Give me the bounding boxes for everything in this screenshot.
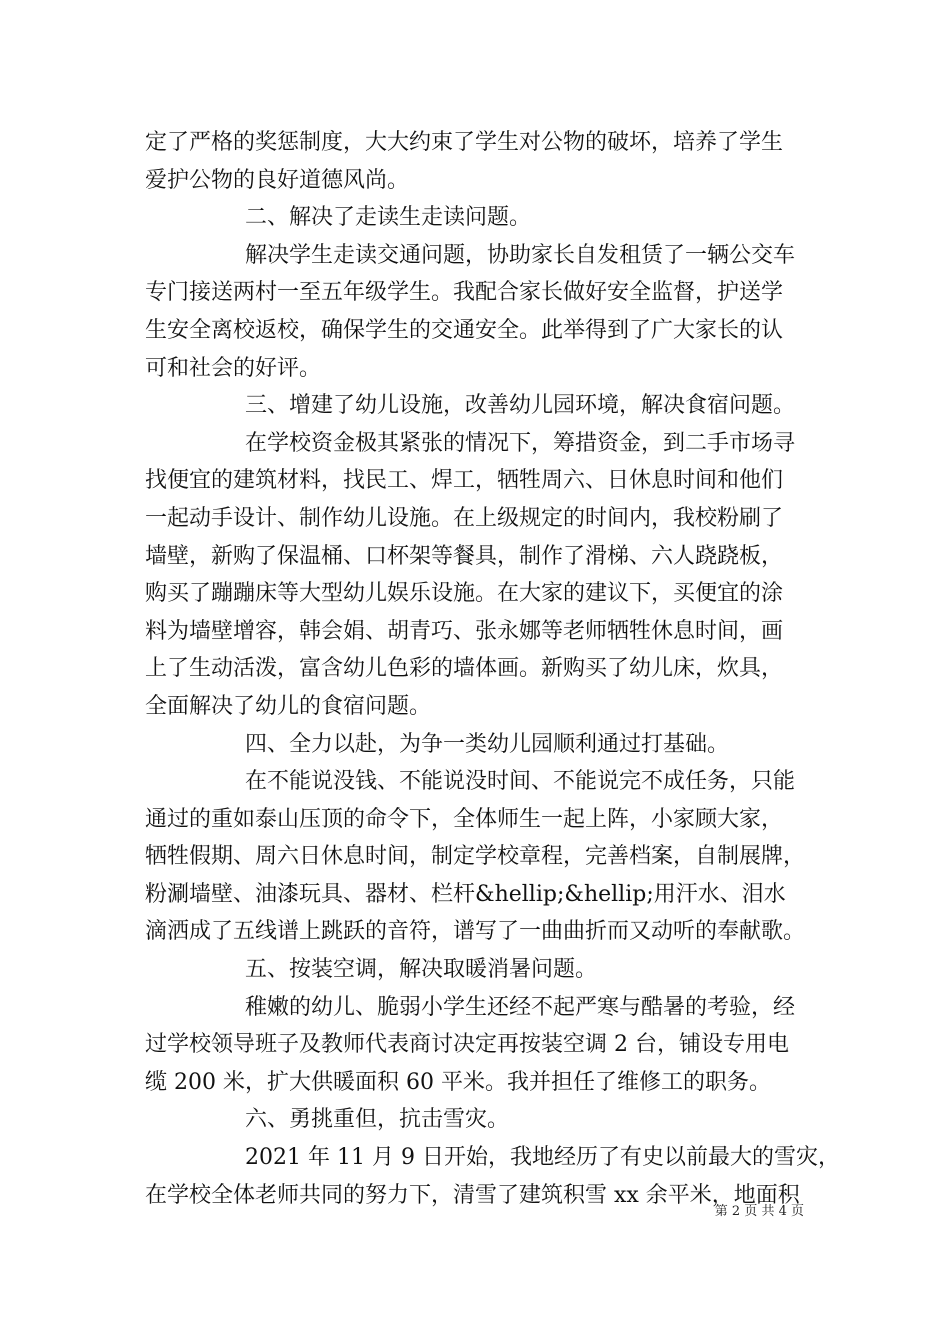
text-line: 上了生动活泼，富含幼儿色彩的墙体画。新购买了幼儿床，炊具， xyxy=(145,656,784,682)
text-line: 爱护公物的良好道德风尚。 xyxy=(145,167,410,193)
text-line: 找便宜的建筑材料，找民工、焊工，牺牲周六、日休息时间和他们 xyxy=(145,468,784,494)
section-heading: 四、全力以赴，为争一类幼儿园顺利通过打基础。 xyxy=(245,731,730,757)
text-line: 过学校领导班子及教师代表商讨决定再按装空调 2 台，铺设专用电 xyxy=(145,1032,789,1058)
text-line: 稚嫩的幼儿、脆弱小学生还经不起严寒与酷暑的考验，经 xyxy=(245,994,796,1020)
text-line: 可和社会的好评。 xyxy=(145,355,322,381)
text-line: 在不能说没钱、不能说没时间、不能说完不成任务，只能 xyxy=(245,769,796,795)
document-body xyxy=(145,124,840,1214)
text-line: 墙壁，新购了保温桶、口杯架等餐具，制作了滑梯、六人跷跷板， xyxy=(145,543,784,569)
text-line: 2021 年 11 月 9 日开始，我地经历了有史以前最大的雪灾， xyxy=(245,1145,840,1171)
page-number: 第 2 页 共 4 页 xyxy=(714,1204,804,1219)
text-line: 料为墙壁增容，韩会娟、胡青巧、张永娜等老师牺牲休息时间，画 xyxy=(145,618,784,644)
text-line: 粉涮墙壁、油漆玩具、器材、栏杆&hellip;&hellip;用汗水、泪水 xyxy=(145,881,786,907)
section-heading: 二、解决了走读生走读问题。 xyxy=(245,205,532,231)
section-heading: 六、勇挑重但，抗击雪灾。 xyxy=(245,1107,510,1133)
text-line: 定了严格的奖惩制度，大大约束了学生对公物的破坏，培养了学生 xyxy=(145,130,784,155)
text-line: 在学校资金极其紧张的情况下，筹措资金，到二手市场寻 xyxy=(245,430,796,456)
section-heading: 三、增建了幼儿设施，改善幼儿园环境，解决食宿问题。 xyxy=(245,393,796,419)
text-line: 全面解决了幼儿的食宿问题。 xyxy=(145,693,432,719)
text-line: 在学校全体老师共同的努力下，清雪了建筑积雪 xx 余平米，地面积 xyxy=(145,1182,800,1208)
section-heading: 五、按装空调，解决取暖消暑问题。 xyxy=(245,957,598,983)
text-line: 专门接送两村一至五年级学生。我配合家长做好安全监督，护送学 xyxy=(145,280,784,306)
text-line: 缆 200 米，扩大供暖面积 60 平米。我并担任了维修工的职务。 xyxy=(145,1069,771,1095)
text-line: 滴洒成了五线谱上跳跃的音符，谱写了一曲曲折而又动听的奉献歌。 xyxy=(145,919,806,945)
text-line: 一起动手设计、制作幼儿设施。在上级规定的时间内，我校粉刷了 xyxy=(145,505,784,531)
text-line: 牺牲假期、周六日休息时间，制定学校章程，完善档案，自制展牌， xyxy=(145,844,806,870)
text-line: 通过的重如泰山压顶的命令下，全体师生一起上阵，小家顾大家， xyxy=(145,806,784,832)
text-line: 生安全离校返校，确保学生的交通安全。此举得到了广大家长的认 xyxy=(145,317,784,343)
text-line: 解决学生走读交通问题，协助家长自发租赁了一辆公交车 xyxy=(245,242,796,268)
text-line: 购买了蹦蹦床等大型幼儿娱乐设施。在大家的建议下，买便宜的涂 xyxy=(145,581,784,607)
